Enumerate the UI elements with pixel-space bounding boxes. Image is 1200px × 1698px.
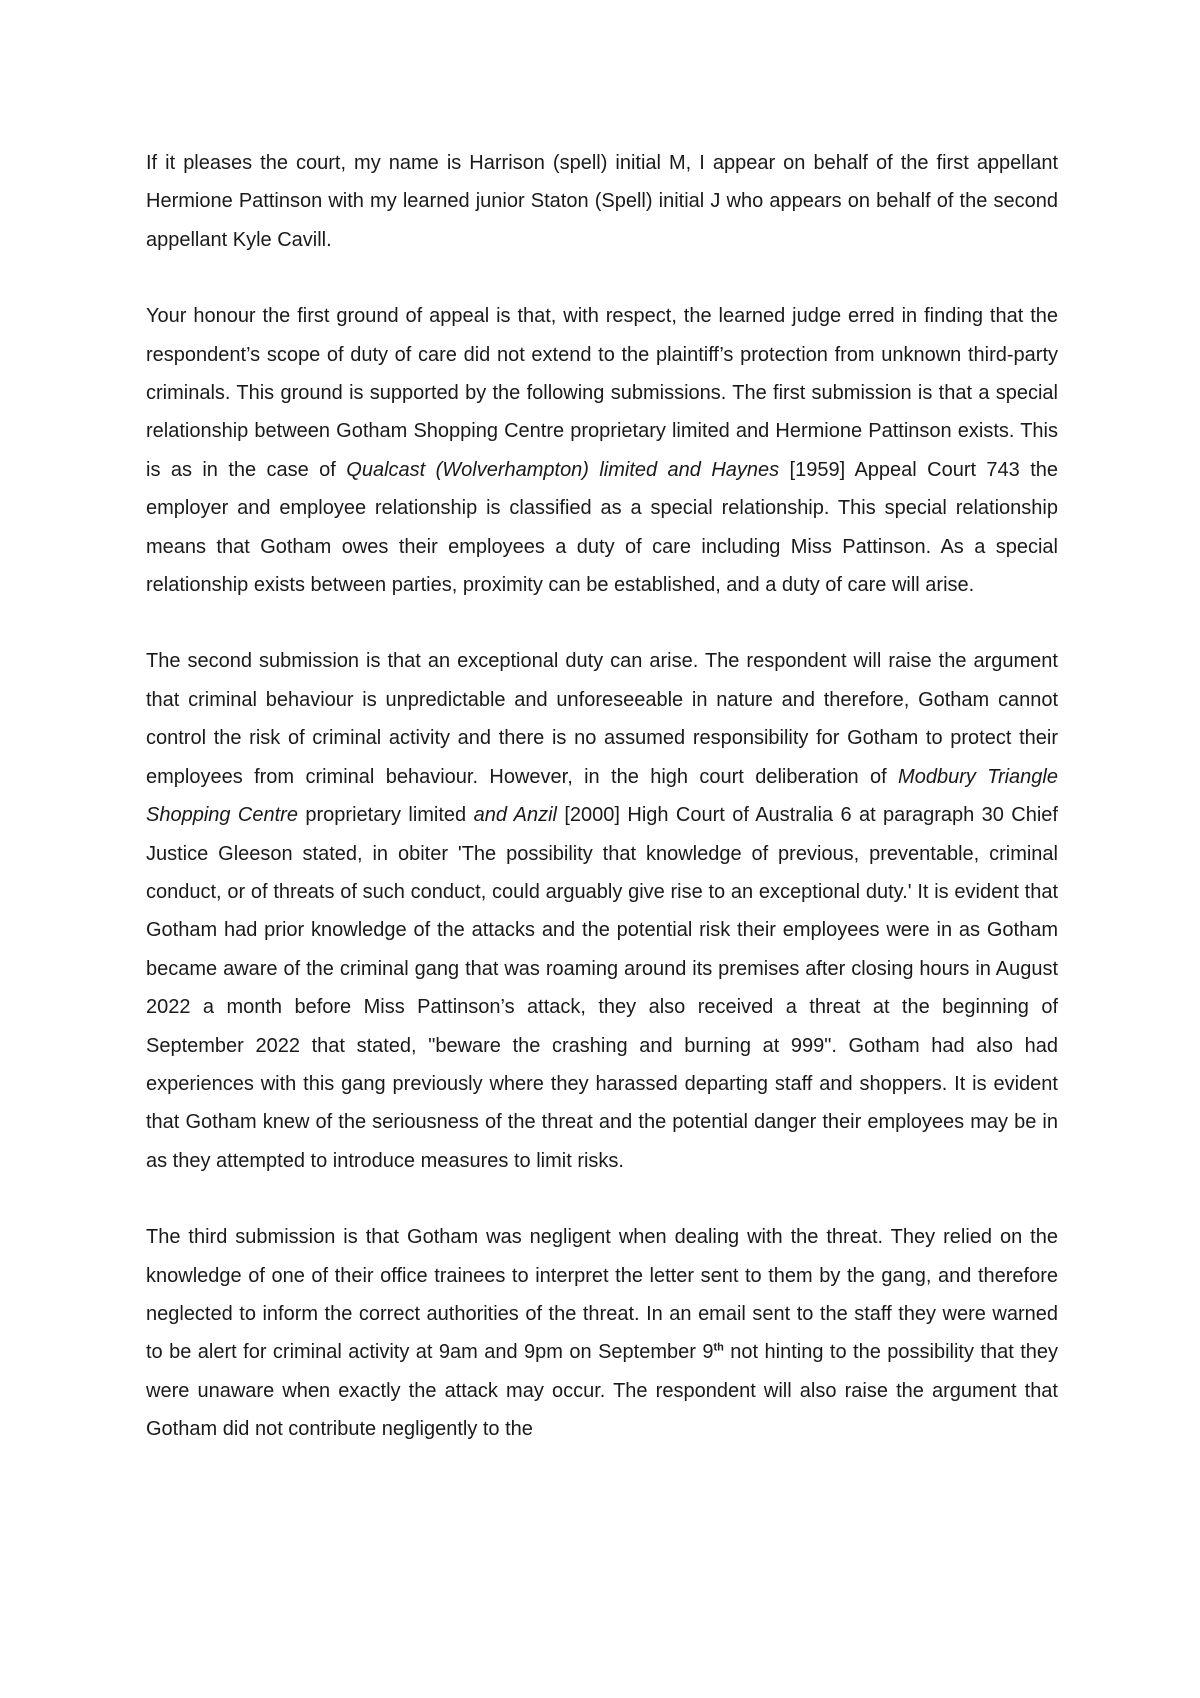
case-citation: Modbury Triangle Shopping Centre	[146, 765, 1058, 827]
paragraph-text: proprietary limited	[297, 804, 474, 827]
paragraph-text: not hinting to the possibility that they were unaware when exactly the attack may occur. The respondent will also raise the argument that Gotham did not contribute negligently to the	[146, 1341, 1059, 1441]
paragraph-third-submission	[146, 1218, 1058, 1448]
paragraph-text: Your honour the first ground of appeal is that, with respect, the learned judge erred in finding that the respondent’s scope of duty of care did not extend to the plaintiff’s protection from unknown third-party criminals. This ground is supported by the following submissions. The first submission is that a special relationship between Gotham Shopping Centre proprietary limited and Hermione Pattinson exists. This is as in the case of	[146, 305, 1058, 481]
paragraph-text: [1959] Appeal Court 743 the employer and employee relationship is classified as a special relationship. This special relationship means that Gotham owes their employees a duty of care including Miss Pattinson. As a special relationship exists between parties, proximity can be established, and a duty of care will arise.	[146, 458, 1059, 597]
document-page	[146, 144, 1058, 1449]
paragraph-text: If it pleases the court, my name is Harrison (spell) initial M, I appear on behalf of the first appellant Hermione Pattinson with my learned junior Staton (Spell) initial J who appears on behalf of the second appellant Kyle Cavill.	[146, 152, 1058, 251]
paragraph-second-submission	[146, 642, 1058, 1180]
ordinal-suffix: th	[713, 1341, 724, 1354]
paragraph-text: The second submission is that an exceptional duty can arise. The respondent will raise the argument that criminal behaviour is unpredictable and unforeseeable in nature and therefore, Gotham cannot control the risk of criminal activity and there is no assumed responsibility for Gotham to protect their employees from criminal behaviour. However, in the high court deliberation of	[146, 650, 1058, 788]
case-citation: Qualcast (Wolverhampton) limited and Haynes	[346, 458, 780, 481]
paragraph-text: The third submission is that Gotham was negligent when dealing with the threat. They relied on the knowledge of one of their office trainees to interpret the letter sent to them by the gang, and therefore neglected to inform the correct authorities of the threat. In an email sent to the staff they were warned to be alert for criminal activity at 9am and 9pm on September 9	[146, 1226, 1058, 1364]
case-citation: and Anzil	[473, 804, 557, 827]
paragraph-text: [2000] High Court of Australia 6 at paragraph 30 Chief Justice Gleeson stated, in obiter 'The possibility that knowledge of previous, preventable, criminal conduct, or of threats of such conduct, could arguably give rise to an exceptional duty.' It is evident that Gotham had prior knowledge of the attacks and the potential risk their employees were in as Gotham became aware of the criminal gang that was roaming around its premises after closing hours in August 2022 a month before Miss Pattinson’s attack, they also received a threat at the beginning of September 2022 that stated, "beware the crashing and burning at 999". Gotham had also had experiences with this gang previously where they harassed departing staff and shoppers. It is evident that Gotham knew of the seriousness of the threat and the potential danger their employees may be in as they attempted to introduce measures to limit risks.	[146, 804, 1058, 1172]
paragraph-first-ground	[146, 297, 1058, 604]
paragraph-introduction	[146, 144, 1058, 259]
